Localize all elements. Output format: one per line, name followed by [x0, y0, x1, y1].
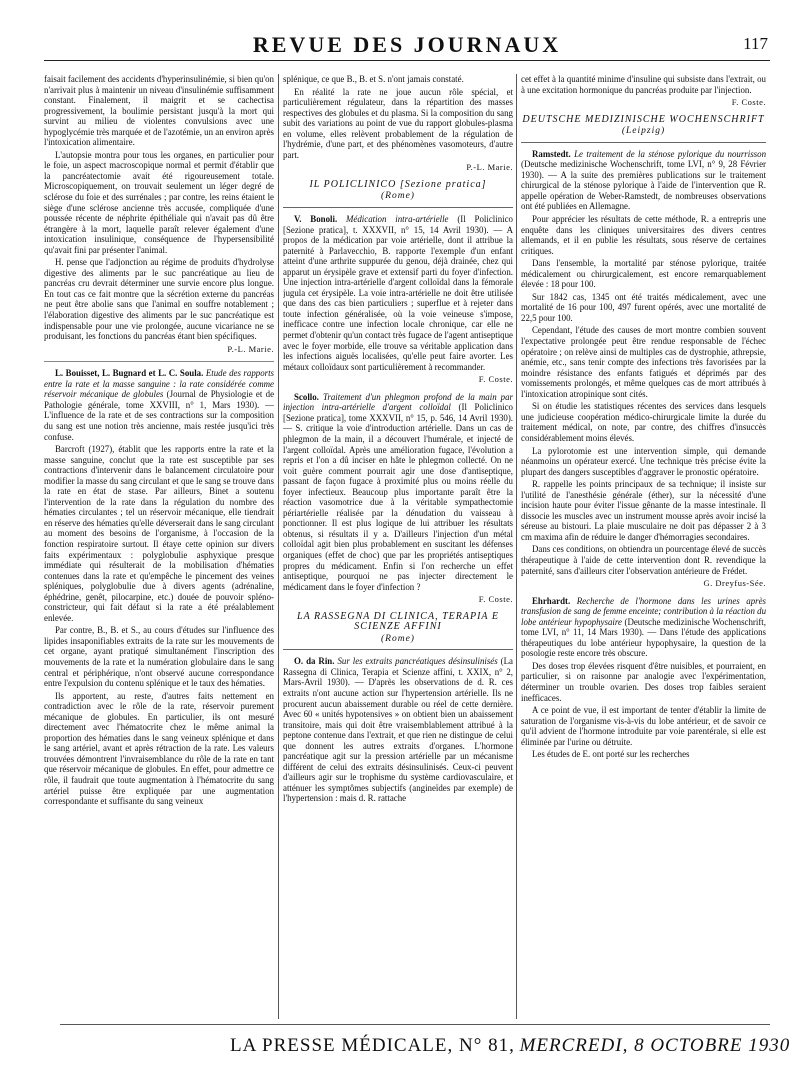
paragraph: H. pense que l'adjonction au régime de produits d'hydrolyse digestive des aliments par le suc pancréatique au lieu de pancréas cru devrait déterminer une survie encore plus longue. En tout cas ce fait montre que la sécrétion externe du pancréas ne peut être abolie sans que l'animal en souffre notablement ; l'élaboration digestive des aliments par le suc pancréatique est indispensable pour une vie prolongée, aucune vicariance ne se produisant, les fonctions du pancréas étant bien spécifiques.: [44, 257, 274, 342]
paragraph: A ce point de vue, il est important de tenter d'établir la limite de saturation de l'organisme vis-à-vis du lobe antérieur, et de savoir ce qu'il advient de l'hormone introduite par voie parentérale, si elle est éliminée par l'urine ou détruite.: [521, 705, 766, 747]
paragraph: Sur 1842 cas, 1345 ont été traités médicalement, avec une mortalité de 16 pour 100, 497 furent opérés, avec une mortalité de 22,5 pour 100.: [521, 291, 766, 323]
section-heading: [521, 115, 766, 143]
journal-title: REVUE DES JOURNAUX: [252, 32, 562, 57]
footer-journal: LA PRESSE MÉDICALE, N° 81,: [230, 1035, 515, 1056]
abstract-entry: [521, 596, 766, 659]
paragraph: Cependant, l'étude des causes de mort montre combien souvent l'expectative prolongée peut être rendue responsable de l'échec opératoire ; on relève ainsi de multiples cas de dystrophie, athrepsie, anémie, etc., sans tenir compte des infections très favorisées par la moindre résistance des enfants fatigués et déprimés par des vomissements prolongés, et même quelques cas de mort attribués à l'intoxication atropinique sont cités.: [521, 325, 766, 399]
signature: P.-L. Marie.: [227, 343, 274, 354]
author: Scollo.: [294, 391, 319, 402]
paragraph: Dans ces conditions, on obtiendra un pourcentage élevé de succès thérapeutique à l'aide de cette intervention dont R. revendique la paternité, sans d'ailleurs citer l'observation antérieure de Frédet.: [521, 544, 766, 576]
section-title: IL POLICLINICO [Sezione pratica]: [309, 178, 487, 190]
abstract-entry: [283, 392, 513, 592]
paragraph: cet effet à la quantité minime d'insuline qui subsiste dans l'extrait, ou à une excitation hormonique du pancréas produite par l'injection.: [521, 74, 766, 95]
abstract-entry: [44, 368, 274, 442]
page-header: [44, 28, 770, 61]
footer-line: [230, 1035, 790, 1057]
column-1: [44, 74, 274, 1019]
abstract-text: (Deutsche medizinische Wochenschrift, tome LVI, n° 9, 28 Février 1930). — A la suite des premières publications sur le traitement chirurgical de la sténose pylorique à l'aide de l'intervention que R. appelle opération de Weber-Ramstedt, de nombreuses observations ont été publiées en Allemagne.: [521, 159, 766, 212]
section-location: (Leipzig): [621, 126, 666, 137]
section-heading: [283, 180, 513, 208]
footer-date: MERCREDI, 8 OCTOBRE 1930: [519, 1035, 791, 1056]
paragraph: Les études de E. ont porté sur les recherches: [532, 749, 690, 760]
signature: F. Coste.: [478, 374, 513, 385]
page-number: 117: [743, 34, 768, 53]
abstract-text: (La Rassegna di Clinica, Terapia et Scienze affini, t. XXIX, n° 2, Mars-Avril 1930). — D'après les observations de d. R. ces extraits n'ont aucune action sur l'hypertension artérielle. Ils ne procurent aucun abaissement durable ou réel de cette dernière. Avec 60 « unités hypotensives » on obtient bien un abaissement transitoire, mais qui doit être vraisemblablement attribué à la peptone contenue dans l'extrait, et que rien ne distingue de celui que donnent les autres extraits d'organes. L'hormone pancréatique agit sur la pression artérielle par un mécanisme différent de celui des extraits désinsulinisés. Ceux-ci peuvent d'ailleurs agir sur le trophisme du système cardiovasculaire, et atténuer les symptômes subjectifs (angineïdes par exemple) de l'hypertension : mais d. R. rattache: [283, 656, 513, 804]
paragraph: Dans l'ensemble, la mortalité par sténose pylorique, traitée médicalement ou chirurgicalement, est encore remarquablement élevée : 18 pour 100.: [521, 258, 766, 290]
page-footer: [60, 1024, 791, 1056]
author: Ramstedt.: [532, 148, 571, 159]
article-title: Le traitement de la sténose pylorique du nourrisson: [574, 148, 766, 159]
article-title: Etude des rapports entre la rate et la masse sanguine : la rate considérée comme réservoir mécanique de globules: [44, 368, 274, 400]
paragraph: R. rappelle les points principaux de sa technique; il insiste sur l'utilité de l'anesthésie générale (éther), sur la nécessité d'une incision haute pour éviter l'issue gênante de la masse intestinale. Il dissocie les muscles avec un instrument mousse après avoir incisé la séreuse au bistouri. La plaie musculaire ne doit pas dépasser 2 à 3 cm maxima afin de réduire le danger d'hémorragies secondaires.: [521, 479, 766, 542]
abstract-entry: [521, 149, 766, 212]
author: Ehrhardt.: [532, 595, 571, 606]
signature: P.-L. Marie.: [466, 162, 513, 173]
article-title: Recherche de l'hormone dans les urines après transfusion de sang de femme enceinte; contribution à la réaction du lobe antérieur hypophysaire: [521, 595, 766, 627]
abstract-text: (Il Policlinico [Sezione pratica], tome XXXVII, n° 15, p. 546, 14 Avril 1930). — S. critique la voie d'introduction artérielle. Dans un cas de phlegmon de la main, il a découvert l'humérale, et injecté de l'argent colloïdal. Après une amélioration fugace, l'évolution a repris et l'on a dû inciser en hâte le phlegmon collecté. On ne voit guère comment pourrait agir une dose d'antiseptique, passant de façon fugace à proximité plus ou moins réelle du foyer infectieux. Beaucoup plus importante paraît être la réaction vasomotrice due à la véritable sympathectomie périartérielle réalisée par la dénudation du vaisseau à ponctionner. Il est plus logique de lui attribuer les résultats obtenus, si résultats il y a. D'ailleurs l'injection d'un métal colloïdal agit bien plus probablement en suscitant les défenses organiques (effet de choc) que par les propriétés antiseptiques propres du médicament. Enfin si l'on recherche un effet antiseptique, pourquoi ne pas injecter directement le médicament dans le foyer d'infection ?: [283, 402, 513, 592]
section-location: (Rome): [381, 633, 415, 644]
section-title: DEUTSCHE MEDIZINISCHE WOCHENSCHRIFT: [522, 113, 765, 125]
article-title: Médication intra-artérielle: [346, 214, 449, 225]
paragraph: splénique, ce que B., B. et S. n'ont jamais constaté.: [283, 74, 464, 84]
abstract-text: (Journal de Physiologie et de Pathologie générale, tome XXVIII, n° 1, Mars 1930). — L'influence de la rate et de ses contractions sur la composition du sang est une notion très ancienne, mais restée jusqu'ici très confuse.: [44, 389, 274, 442]
section-location: (Rome): [381, 191, 415, 202]
paragraph: Barcroft (1927), établit que les rapports entre la rate et la masse sanguine, conclut que la rate est susceptible par ses contractions d'intervenir dans le balancement circulatoire pour modifier la masse du sang circulant et que le sang se trouve dans la rate en état de stase. Par ailleurs, Binet a soutenu l'intervention de la rate dans la régulation du nombre des hématies circulantes ; tel un réservoir mécanique, elle tiendrait en réserve des hématies qu'elle déverserait dans le sang circulant au moment des besoins de l'organisme, à l'occasion de la fonction respiratoire surtout. Il étaye cette opinion sur divers faits expérimentaux : polyglobulie asphyxique presque immédiate qui résulterait de la mobilisation d'hématies contenues dans la rate et qu'empêche le pincement des veines spléniques, polyglobulie due à divers agents (adrénaline, éphédrine, genêt, pilocarpine, etc.) douée de pouvoir spléno-constricteur, qui fait défaut si la rate a été préalablement enlevée.: [44, 444, 274, 623]
section-title: LA RASSEGNA DI CLINICA, TERAPIA E SCIENZE AFFINI: [297, 610, 499, 633]
column-3: [521, 74, 766, 1019]
paragraph: faisait facilement des accidents d'hyperinsulinémie, si bien qu'on n'arrivait plus à maintenir un niveau d'insulinémie suffisamment constant. Finalement, il maigrit et se cachectisa progressivement, la boulimie persistant jusqu'à la mort qui survint au milieu de violentes convulsions avec une hypoglycémie très marquée et de l'azotémie, un an environ après l'intoxication alimentaire.: [44, 74, 274, 148]
paragraph: En réalité la rate ne joue aucun rôle spécial, et particulièrement régulateur, dans la répartition des masses respectives des globules et du plasma. Si la composition du sang subit des variations au point de vue du rapport globules-plasma en volume, elles relèvent probablement de la régulation de l'hydrémie, d'une part, et des phénomènes vasomoteurs, d'autre part.: [283, 86, 513, 160]
paragraph: Par contre, B., B. et S., au cours d'études sur l'influence des lipides insaponifiables extraits de la rate sur les mouvements de cet organe, ayant pratiqué simultanément l'inscription des mouvements de la rate et la numération globulaire dans le sang central et périphérique, n'ont observé aucune correspondance entre l'expulsion du contenu splénique et le taux des hématies.: [44, 625, 274, 689]
column-2: [283, 74, 513, 1019]
article-title: Traitement d'un phlegmon profond de la main par injection intra-artérielle d'argent colloïdal: [283, 391, 513, 413]
author: V. Bonoli.: [294, 214, 338, 225]
paragraph: Des doses trop élevées risquent d'être nuisibles, et pourraient, en particulier, si on raisonne par analogie avec l'expérimentation, déterminer un trouble ovarien. Des doses trop faibles seraient inefficaces.: [521, 660, 766, 703]
abstract-entry: [283, 656, 513, 804]
separator: [44, 361, 274, 362]
paragraph: L'autopsie montra pour tous les organes, en particulier pour le foie, un aspect macroscopique normal et permit d'établir que la pancréatectomie avait été rigoureusement totale. Microscopiquement, on trouvait seulement un léger degré de sclérose du foie et des surrénales ; par contre, les reins étaient le siège d'une sclérose ancienne très accusée, compliquée d'une poussée récente de néphrite épithéliale qui n'avait pas dû être étrangère à la mort, laquelle paraît relever également d'une intoxication insulinique, conséquence de l'hypersensibilité qu'avait fini par présenter l'animal.: [44, 149, 274, 255]
section-heading: [283, 612, 513, 651]
abstract-entry: [283, 214, 513, 372]
paragraph: Si on étudie les statistiques récentes des services dans lesquels une judicieuse coopération médico-chirurgicale limite la durée du traitement médical, on note, par contre, des chiffres d'insuccès considérablement moins élevés.: [521, 401, 766, 443]
abstract-text: (Il Policlinico [Sezione pratica], t. XXXVII, n° 15, 14 Avril 1930). — A propos de la médication par voie artérielle, dont il attribue la paternité à Parlavecchio, B. rapporte l'exemple d'un enfant atteint d'une arthrite suppurée du genou, déjà drainée, chez qui apparut un érysipèle grave et extensif parti du foyer d'infection. Une injection intra-artérielle d'argent colloïdal dans la fémorale jugula cet érysipèle. La voie intra-artérielle ne doit être utilisée que dans des cas bien particuliers ; superflue et à rejeter dans toute infection généralisée, où la voie veineuse s'impose, inefficace contre une infection locale chronique, car elle ne permet d'obtenir qu'un contact très fugace de l'agent antiseptique avec le foyer morbide, elle trouve sa véritable application dans les infections aiguës localisées, qu'elle peut faire avorter. Les métaux colloïdaux sont particulièrement à recommander.: [283, 214, 513, 372]
paragraph: Ils apportent, au reste, d'autres faits nettement en contradiction avec le rôle de la rate, réservoir purement mécanique de globules. En particulier, ils ont mesuré directement avec l'hématocrite chez le même animal la proportion des hématies dans le sang veineux splénique et dans le sang artériel, avant et après rétraction de la rate. Les valeurs trouvées démontrent l'invraisemblance du rôle de la rate en tant que réservoir mécanique de globules. En effet, pour admettre ce rôle, il faudrait que toute augmentation à l'hématocrite du sang artériel puisse être expliquée par une augmentation correspondante et suffisante du sang veineux: [44, 690, 274, 807]
article-title: Sur les extraits pancréatiques désinsulinisés: [337, 656, 498, 667]
paragraph: Pour apprécier les résultats de cette méthode, R. a entrepris une enquête dans les cliniques universitaires des divers centres allemands, et il en publie les résultats, sous réserve de certaines critiques.: [521, 214, 766, 256]
author: O. da Rin.: [294, 656, 335, 667]
paragraph: La pylorotomie est une intervention simple, qui demande néanmoins un opérateur exercé. Une technique très précise évite la plupart des dangers susceptibles d'aggraver le pronostic opératoire.: [521, 445, 766, 477]
signature: G. Dreyfus-Sée.: [703, 578, 766, 589]
abstract-text: (Deutsche medizinische Wochenschrift, tome LVI, n° 11, 14 Mars 1930). — Dans l'étude des applications thérapeutiques du lobe antérieur hypophysaire, la question de la posologie reste encore très obscure.: [521, 616, 766, 659]
author: L. Bouisset, L. Bugnard et L. C. Soula.: [55, 368, 204, 379]
column-rule: [278, 74, 279, 1019]
signature: F. Coste.: [478, 594, 513, 605]
signature: F. Coste.: [731, 97, 766, 108]
column-rule: [516, 74, 517, 1019]
